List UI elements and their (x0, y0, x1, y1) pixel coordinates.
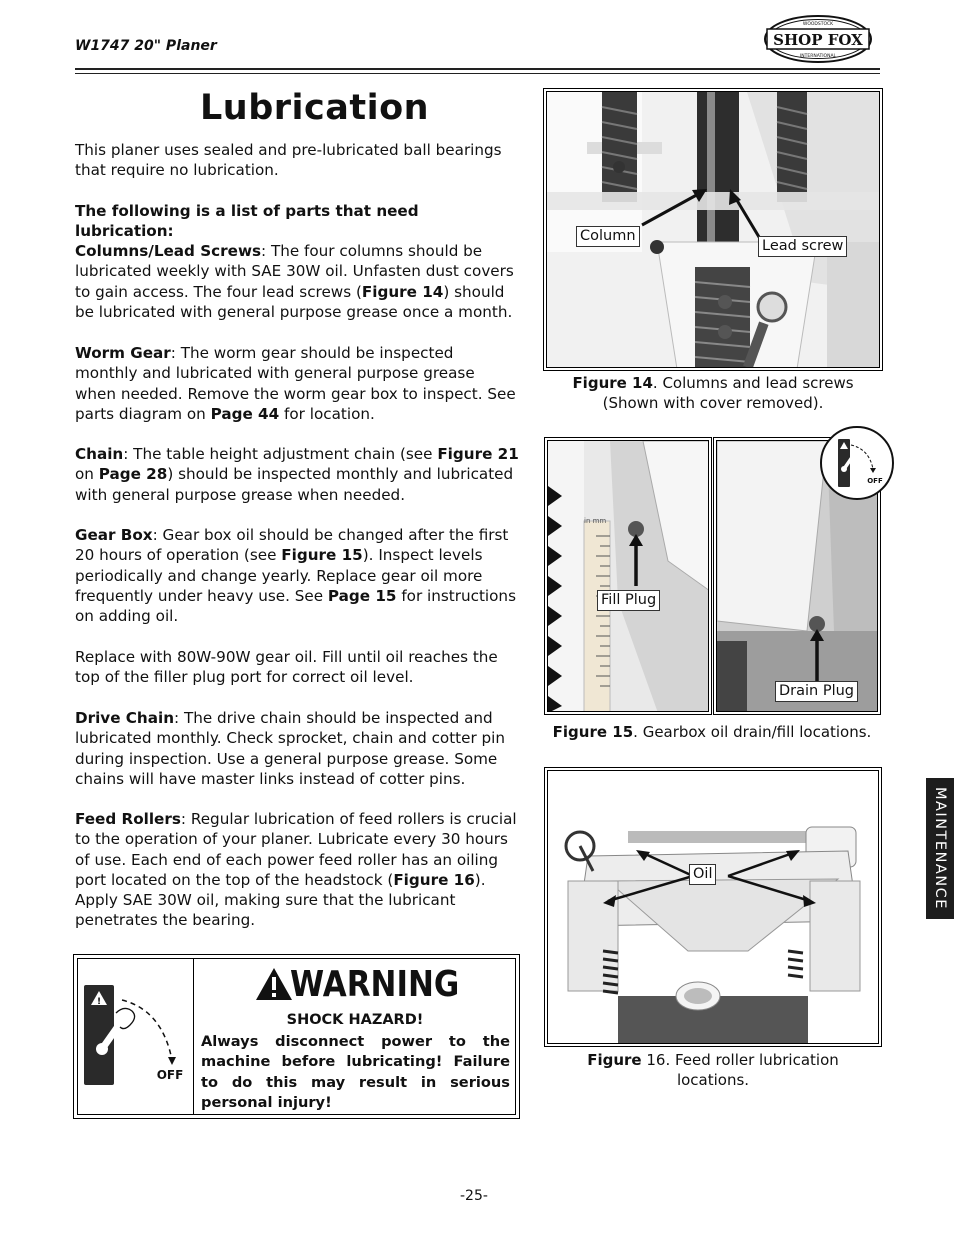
header-rule-thin (75, 73, 880, 74)
power-switch-badge-icon (819, 425, 895, 501)
figure-14-caption (543, 373, 883, 414)
chain-text-b: on (75, 465, 99, 484)
worm-gear-paragraph (75, 343, 519, 424)
logo-text: SHOP FOX (773, 31, 863, 49)
brand-logo (763, 14, 873, 64)
chain-text-c: ) should be inspected monthly and lubricated with general purpose grease when needed. (75, 465, 514, 504)
figure-16-photo (547, 770, 879, 1044)
figure-15-caption (538, 722, 886, 742)
columns-text-b: ) should be lubricated with general purpose grease once a month. (75, 282, 513, 321)
warning-body: Always disconnect power to the machine before lubricating! Failure to do this may result in serious personal injury! (201, 1033, 510, 1112)
worm-gear-label: Worm Gear (75, 344, 171, 362)
svg-text:!: ! (96, 997, 102, 1007)
callout-drain-plug: Drain Plug (775, 681, 858, 702)
warning-heading: WARNING (290, 964, 460, 1005)
warning-subheading: SHOCK HAZARD! (286, 1012, 424, 1028)
document-title: W1747 20" Planer (75, 38, 217, 54)
switch-off-label: OFF (156, 1068, 184, 1082)
warning-divider (193, 958, 194, 1115)
columns-label: Columns/Lead Screws (75, 242, 262, 260)
figure-15-left-photo (547, 440, 709, 712)
header-rule (75, 68, 880, 70)
drive-chain-label: Drive Chain (75, 709, 175, 727)
figure-21-ref: Figure 21 (437, 445, 519, 463)
callout-oil: Oil (689, 864, 716, 885)
intro-paragraph: This planer uses sealed and pre-lubricated ball bearings that require no lubrication. (75, 141, 502, 180)
power-switch-icon (82, 985, 192, 1090)
callout-fill-plug: Fill Plug (597, 590, 660, 611)
chain-label: Chain (75, 445, 124, 463)
page-title: Lubrication (200, 88, 430, 128)
feed-rollers-label: Feed Rollers (75, 810, 181, 828)
figure-16-caption (544, 1050, 882, 1091)
gear-box-label: Gear Box (75, 526, 153, 544)
figure-14-ref: Figure 14 (361, 282, 444, 301)
gearbox-text-b: ). Inspect levels periodically and change yearly. Replace gear oil more frequently under heavy use. See (75, 546, 483, 605)
columns-text-a: : The four columns should be lubricated weekly with SAE 30W oil. Unfasten dust covers to gain access. The four lead screws ( (75, 242, 514, 301)
callout-lead-screw: Lead screw (758, 236, 847, 257)
callout-column: Column (576, 226, 640, 247)
chain-text-a: : The table height adjustment chain (see (123, 445, 438, 463)
worm-text-a: : The worm gear should be inspected monthly and lubricated with general purpose grease when needed. Remove the worm gear box to inspect. See parts diagram on (75, 344, 516, 423)
section-side-tab-label: MAINTENANCE (932, 787, 948, 910)
figure-14-caption-a: . Columns and lead screws (652, 374, 854, 392)
drive-text-a: : The drive chain should be inspected and lubricated monthly. Check sprocket, chain and cotter pin during inspection. Use a general purpose grease. Some chains will have master links instead of cotter pins. (75, 709, 506, 788)
figure-14-caption-ref: Figure 14 (572, 374, 653, 392)
figure-15-caption-a: . Gearbox oil drain/fill locations. (633, 723, 872, 741)
feed-text-a: : Regular lubrication of feed rollers is crucial to the operation of your planer. Lubricate every 30 hours of use. Each end of each power feed roller has an oiling port located on the top of the headstock ( (75, 810, 517, 889)
figure-16-caption-a: 16. Feed roller lubrication (641, 1051, 839, 1069)
gearbox-text-a: : Gear box oil should be changed after the first 20 hours of operation (see (75, 526, 509, 565)
figure-15-caption-ref: Figure 15 (552, 723, 634, 741)
figure-15-ref: Figure 15 (281, 546, 363, 565)
replace-oil-paragraph: Replace with 80W-90W gear oil. Fill until oil reaches the top of the filler plug port for correct oil level. (75, 648, 498, 687)
worm-text-b: for location. (279, 404, 375, 423)
list-heading: The following is a list of parts that need lubrication: (75, 202, 419, 241)
page-44-ref: Page 44 (210, 404, 280, 423)
gearbox-text-c: for instructions on adding oil. (75, 586, 516, 626)
feed-text-b: ). Apply SAE 30W oil, making sure that the lubricant penetrates the bearing. (75, 870, 486, 930)
warning-triangle-icon (254, 966, 294, 1002)
chain-paragraph (75, 444, 519, 505)
drive-chain-paragraph (75, 708, 519, 789)
gear-box-paragraph (75, 525, 519, 626)
page-15-ref: Page 15 (327, 586, 397, 605)
feed-rollers-paragraph (75, 809, 519, 931)
page-number: -25- (460, 1188, 488, 1204)
columns-paragraph (75, 241, 519, 322)
figure-16-caption-b: locations. (676, 1071, 750, 1090)
ruler-label: in mm (584, 517, 607, 525)
logo-top-text: WOODSTOCK (802, 22, 834, 27)
page-28-ref: Page 28 (98, 465, 168, 484)
figure-14-caption-b: (Shown with cover removed). (602, 394, 824, 413)
logo-bottom-text: INTERNATIONAL (799, 54, 837, 59)
figure-16-ref: Figure 16 (393, 870, 475, 889)
figure-16-caption-ref: Figure (587, 1051, 642, 1069)
badge-off-label: OFF (867, 477, 883, 485)
